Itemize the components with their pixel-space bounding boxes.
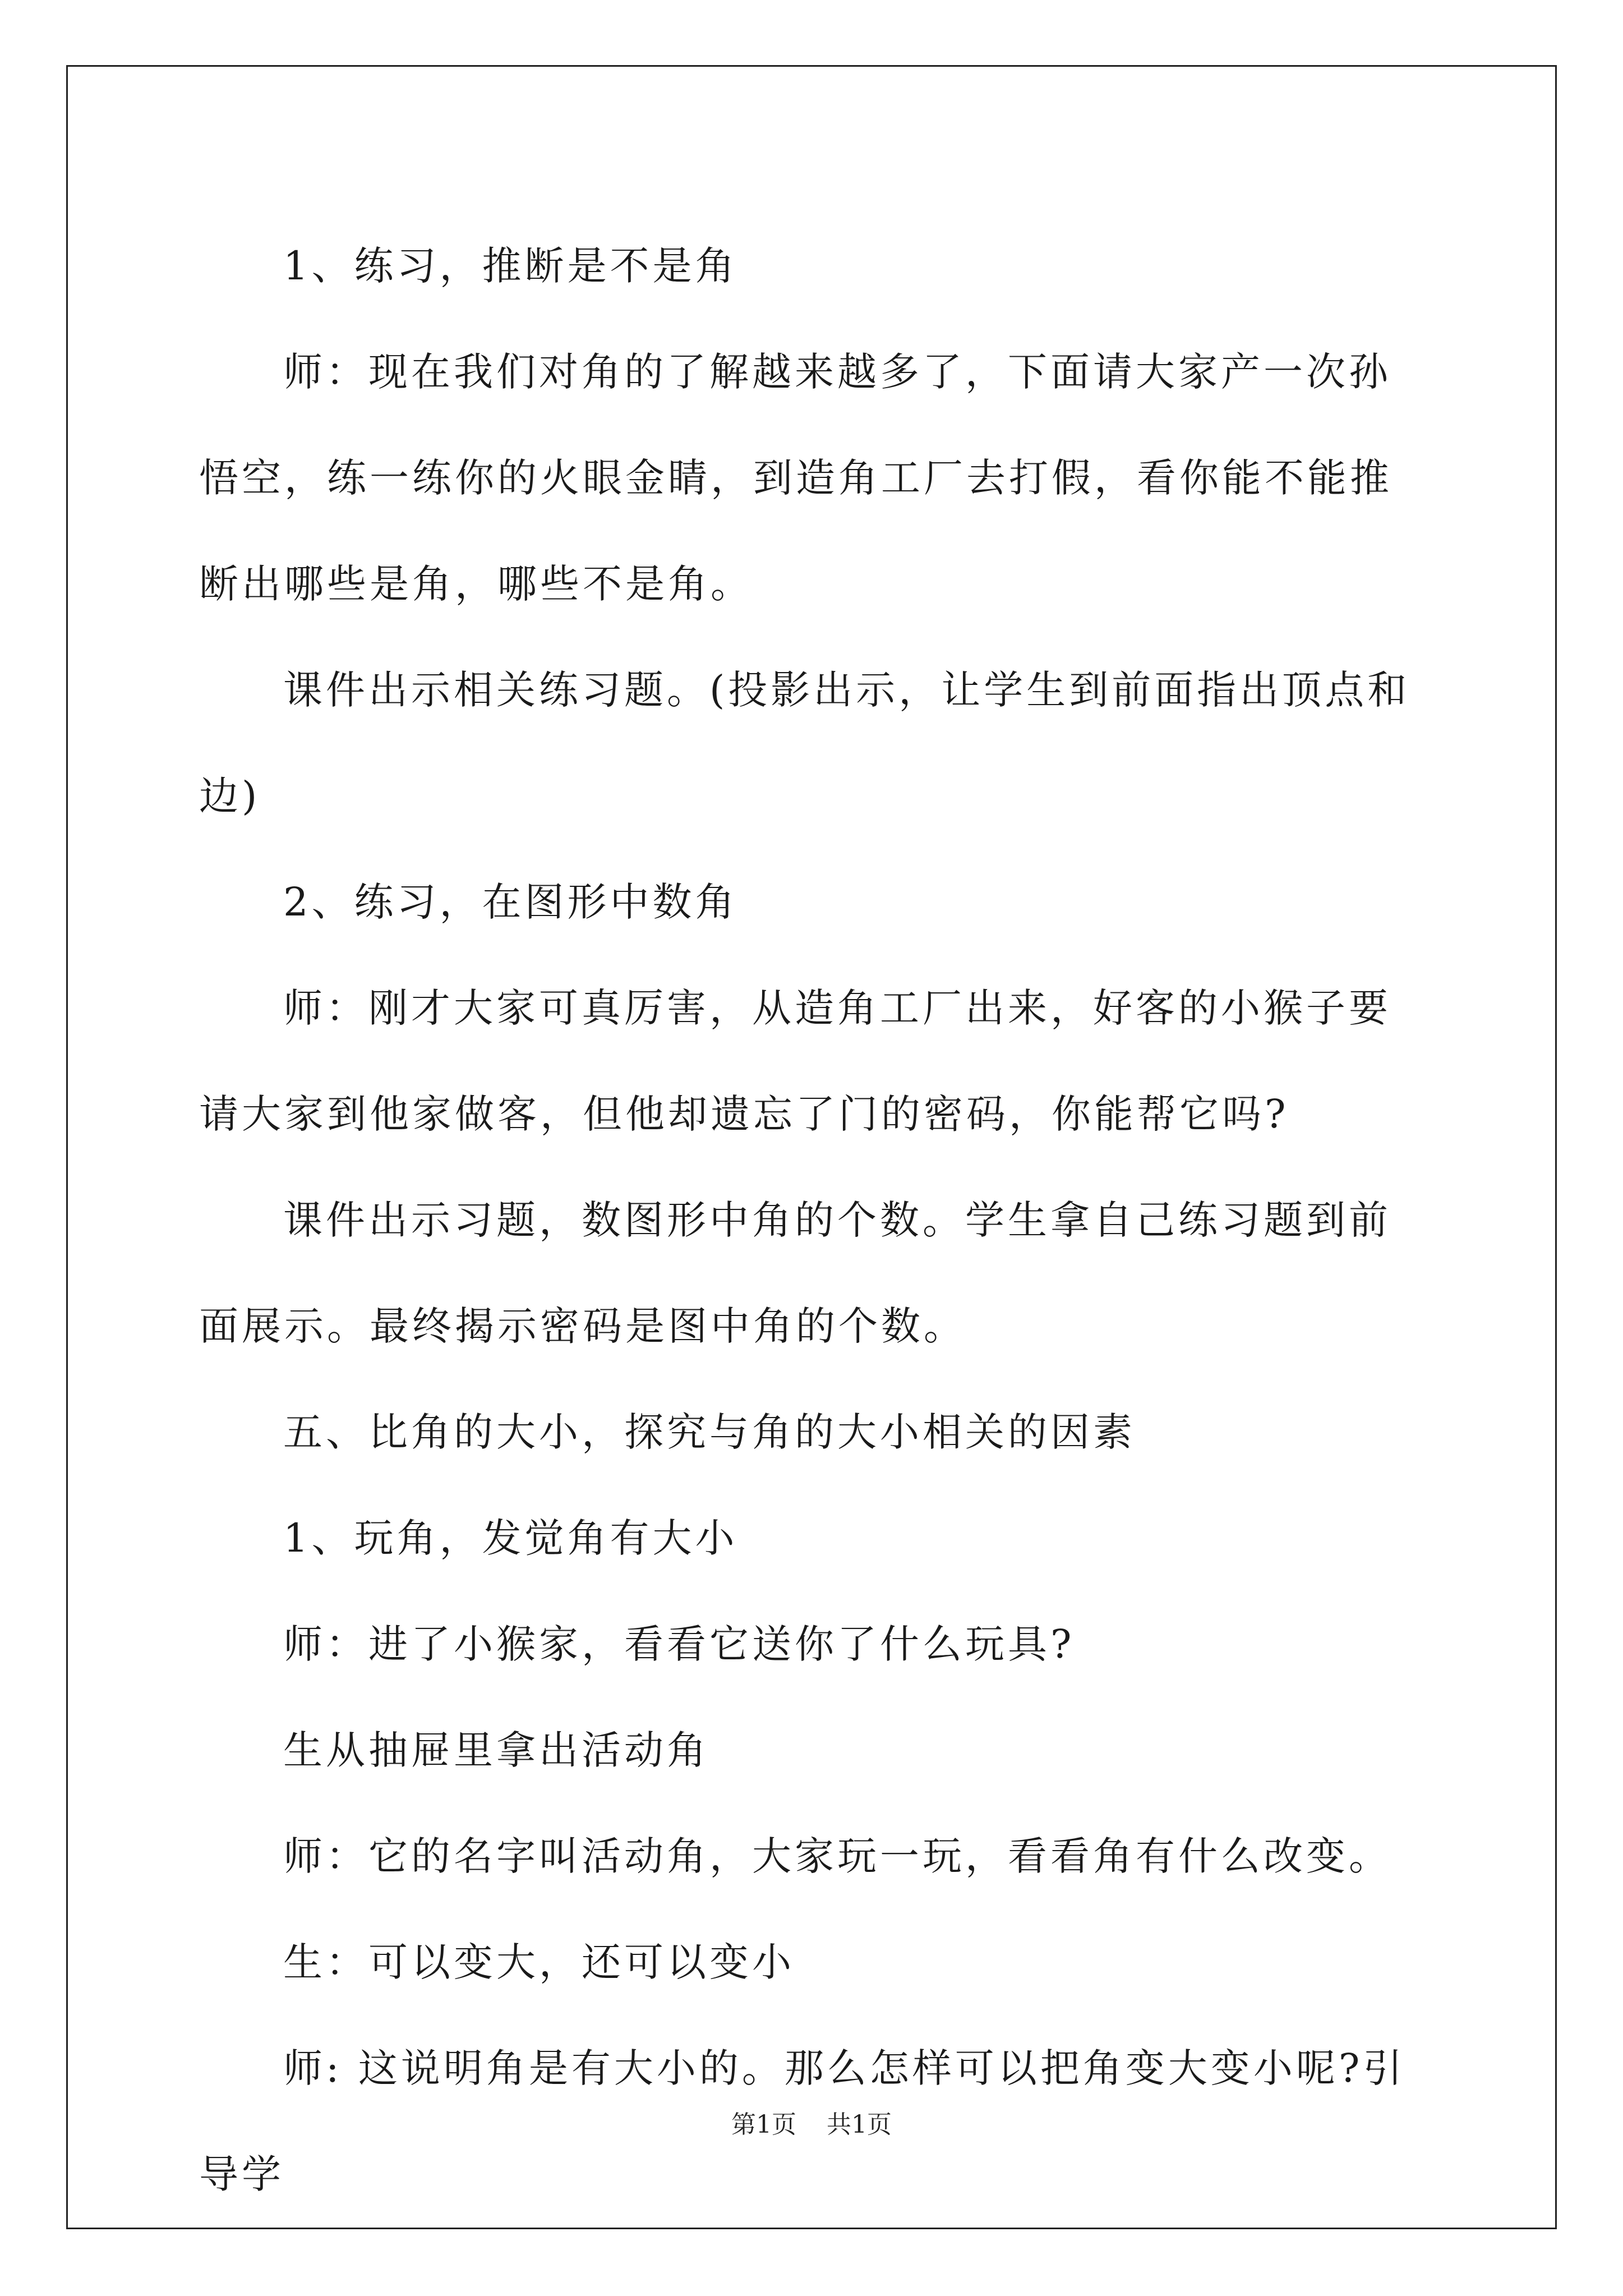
paragraph: 课件出示相关练习题。(投影出示，让学生到前面指出顶点和边) — [199, 667, 1410, 819]
paragraph: 师：现在我们对角的了解越来越多了，下面请大家产一次孙悟空，练一练你的火眼金睛，到造角工厂去打假，看你能不能推断出哪些是角，哪些不是角。 — [199, 349, 1393, 607]
paragraph: 师：它的名字叫活动角，大家玩一玩，看看角有什么改变。 — [283, 1833, 1391, 1879]
page-number-current: 第1页 — [731, 2110, 796, 2139]
paragraph: 生：可以变大，还可以变小 — [283, 1939, 795, 1985]
paragraph: 课件出示习题，数图形中角的个数。学生拿自己练习题到前面展示。最终揭示密码是图中角的个数。 — [199, 1197, 1391, 1349]
page-number-total: 共1页 — [827, 2110, 892, 2139]
paragraph: 师: 这说明角是有大小的。那么怎样可以把角变大变小呢?引导学 — [199, 2045, 1406, 2197]
paragraph: 五、比角的大小，探究与角的大小相关的因素 — [283, 1409, 1136, 1455]
document-body — [199, 213, 1422, 2228]
paragraph: 生从抽屉里拿出活动角 — [283, 1727, 709, 1773]
page-footer — [0, 2108, 1623, 2142]
paragraph: 2、练习，在图形中数角 — [283, 879, 738, 925]
paragraph: 师：进了小猴家，看看它送你了什么玩具? — [283, 1621, 1075, 1667]
paragraph: 1、练习，推断是不是角 — [283, 243, 738, 289]
paragraph: 1、玩角，发觉角有大小 — [283, 1515, 738, 1561]
paragraph: 师：刚才大家可真厉害，从造角工厂出来，好客的小猴子要请大家到他家做客，但他却遗忘了门的密码，你能帮它吗? — [199, 985, 1391, 1137]
